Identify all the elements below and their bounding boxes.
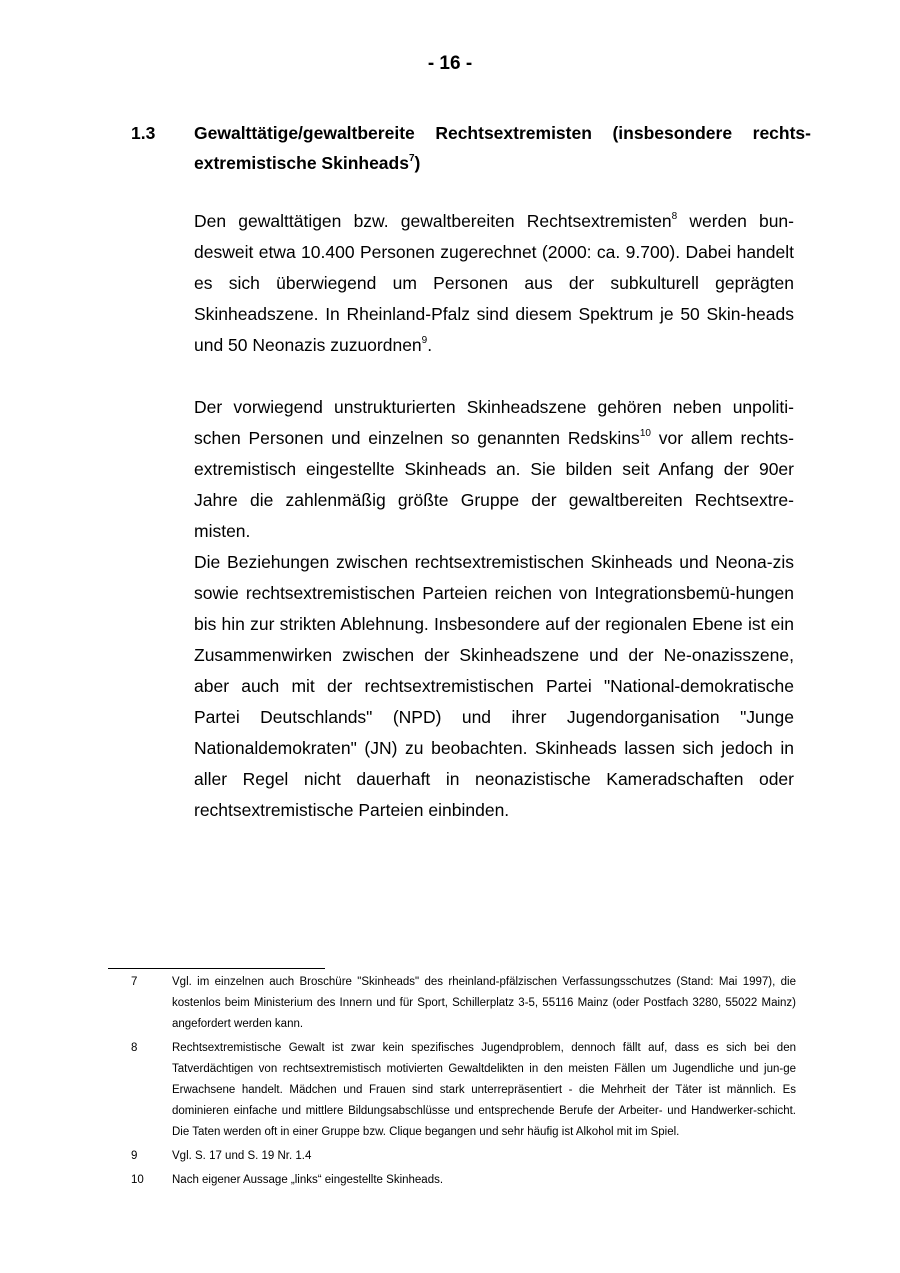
body-text <box>194 206 794 826</box>
paragraph-2-part-a: Der vorwiegend unstrukturierten Skinheadszene gehören neben unpoliti-schen Personen und einzelnen so genannten Redskins <box>194 397 794 448</box>
paragraph-1-part-c: . <box>427 335 433 355</box>
footnote-8 <box>131 1038 796 1143</box>
footnote-number: 10 <box>131 1174 144 1186</box>
footnote-ref-9: 9 <box>421 335 428 346</box>
footnote-ref-7: 7 <box>408 153 415 164</box>
paragraph-3: Die Beziehungen zwischen rechtsextremistischen Skinheads und Neona-zis sowie rechtsextremistischen Parteien reichen von Integrationsbemü-hungen bis hin zur strikten Ablehnung. Insbesondere auf der regionalen Ebene ist ein Zusammenwirken zwischen der Skinheadszene und der Ne-onazisszene, aber auch mit der rechtsextremistischen Partei "National-demokratische Partei Deutschlands" (NPD) und ihrer Jugendorganisation "Junge Nationaldemokraten" (JN) zu beobachten. Skinheads lassen sich jedoch in aller Regel nicht dauerhaft in neonazistische Kameradschaften oder rechtsextremistische Parteien einbinden. <box>194 552 794 820</box>
footnote-9 <box>131 1146 796 1167</box>
footnote-text: Vgl. S. 17 und S. 19 Nr. 1.4 <box>172 1150 312 1162</box>
footnote-number: 9 <box>131 1150 138 1162</box>
footnote-7 <box>131 972 796 1035</box>
paragraph-2-part-b: vor allem rechts-extremistisch eingestellte Skinheads an. Sie bilden seit Anfang der 90er Jahre die zahlenmäßig größte Gruppe der gewaltbereiten Rechtsextre-misten. <box>194 428 794 541</box>
footnote-number: 8 <box>131 1042 138 1054</box>
footnote-text: Vgl. im einzelnen auch Broschüre "Skinheads" des rheinland-pfälzischen Verfassungsschutzes (Stand: Mai 1997), die kostenlos beim Ministerium des Innern und für Sport, Schillerplatz 3-5, 55116 Mainz (oder Postfach 3280, 55022 Mainz) angefordert werden kann. <box>172 976 796 1030</box>
section-title-end: ) <box>414 153 421 173</box>
footnote-divider <box>108 968 325 969</box>
footnotes <box>131 972 796 1194</box>
paragraph-1-part-a: Den gewalttätigen bzw. gewaltbereiten Rechtsextremisten <box>194 211 672 231</box>
footnote-text: Rechtsextremistische Gewalt ist zwar kein spezifisches Jugendproblem, dennoch fällt auf, dass es sich bei den Tatverdächtigen von rechtsextremistisch motivierten Gewaltdelikten in den meisten Fällen um Jugendliche und jun-ge Erwachsene handelt. Mädchen und Frauen sind stark unterrepräsentiert - die Mehrheit der Täter ist männlich. Es dominieren einfache und mittlere Bildungsabschlüsse und entsprechende Berufe der Arbeiter- und Handwerker-schicht. Die Taten werden oft in einer Gruppe bzw. Clique begangen und sehr häufig ist Alkohol mit im Spiel. <box>172 1042 796 1138</box>
page-number: - 16 - <box>427 53 473 74</box>
paragraph-1 <box>194 206 794 361</box>
section-number: 1.3 <box>131 123 156 143</box>
footnote-10 <box>131 1170 796 1191</box>
footnote-ref-8: 8 <box>671 211 678 222</box>
footnote-ref-10: 10 <box>639 428 651 439</box>
section-title <box>194 118 811 178</box>
footnote-number: 7 <box>131 976 138 988</box>
paragraph-2 <box>194 392 794 547</box>
paragraph-1-part-b: werden bun-desweit etwa 10.400 Personen zugerechnet (2000: ca. 9.700). Dabei handelt es sich überwiegend um Personen aus der subkulturell geprägten Skinheadszene. In Rheinland-Pfalz sind diesem Spektrum je 50 Skin-heads und 50 Neonazis zuzuordnen <box>194 211 794 355</box>
section-title-text: Gewalttätige/gewaltbereite Rechtsextremisten (insbesondere rechts-extremistische Skinheads <box>194 123 811 173</box>
footnote-text: Nach eigener Aussage „links“ eingestellte Skinheads. <box>172 1174 444 1186</box>
